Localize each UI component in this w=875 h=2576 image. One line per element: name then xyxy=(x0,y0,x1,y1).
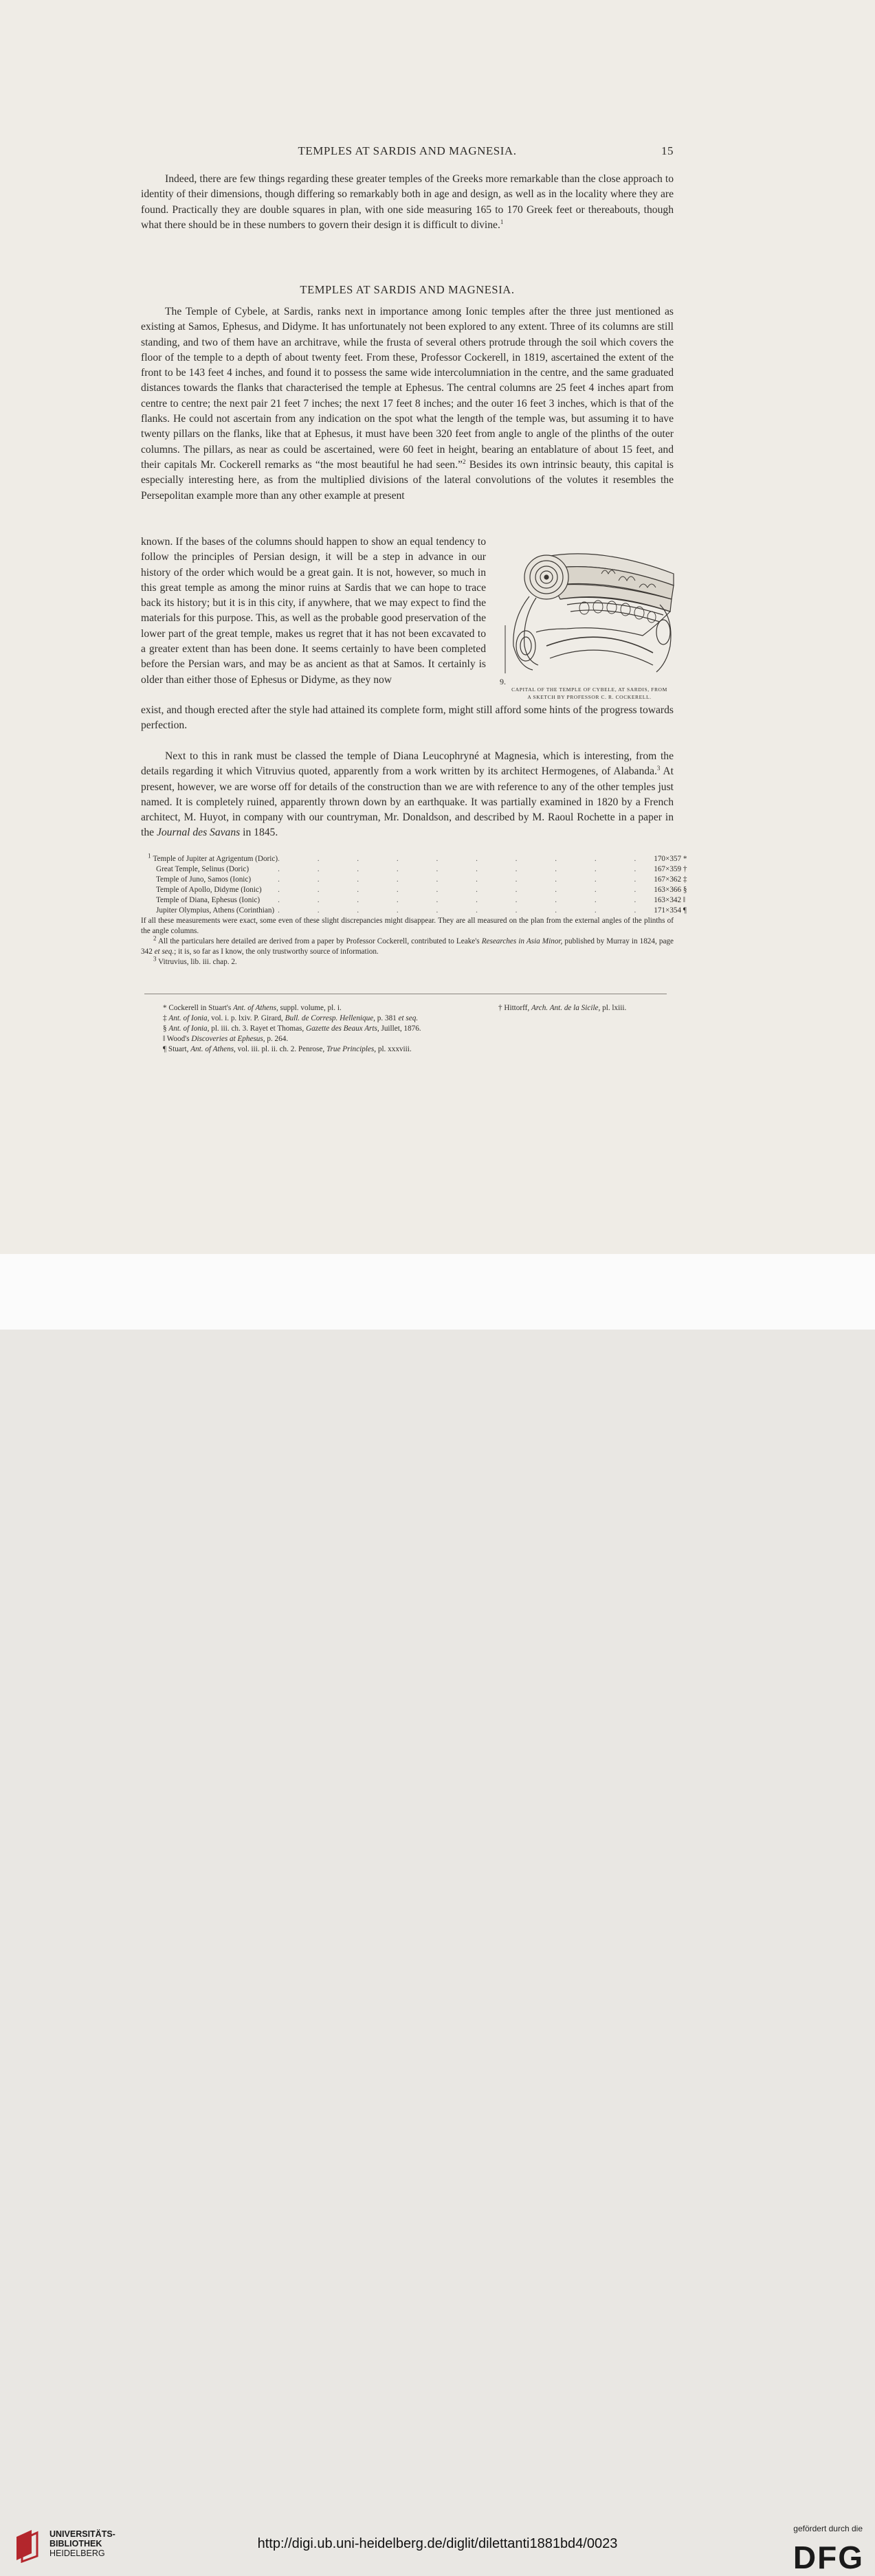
fn-sect-c: Juillet, 1876. xyxy=(379,1024,421,1033)
fn-pil-i: Ant. of Athens, xyxy=(190,1045,236,1053)
section-heading: TEMPLES AT SARDIS AND MAGNESIA. xyxy=(300,283,515,296)
funded-by-label: gefördert durch die xyxy=(793,2524,863,2533)
length-value: 354 ¶ xyxy=(669,906,687,915)
footnote-pilcrow xyxy=(163,1044,412,1055)
fn-par-b: p. 264. xyxy=(265,1035,289,1043)
leader-dots: . . . . . . . . . . xyxy=(278,865,654,873)
fn-star-i: Ant. of Athens, xyxy=(233,1004,278,1012)
fn-pil-c: pl. xxxviii. xyxy=(376,1045,412,1053)
fn-ddagger-i3: et seq. xyxy=(398,1014,419,1022)
fn-pil-i2: True Principles, xyxy=(326,1045,377,1053)
note-2-text-b: published by Murray in 1824, page 342 xyxy=(141,937,674,956)
fn-ddagger-b: vol. i. p. lxiv. P. Girard, xyxy=(209,1014,285,1022)
times-sign: × xyxy=(665,855,670,863)
fn-ddagger-i2: Bull. de Corresp. Hellenique, xyxy=(285,1014,375,1022)
measurements-remark: If all these measurements were exact, some even of these slight discrepancies might disappear. They are all measured on the plan from the external angles of the plinths of the angle columns. xyxy=(141,917,674,935)
diana-paragraph-block xyxy=(141,749,674,841)
temple-name xyxy=(148,854,278,864)
library-line-1: UNIVERSITÄTS- xyxy=(49,2529,115,2539)
note-3 xyxy=(141,957,674,967)
measurement-row xyxy=(148,875,687,885)
temple-name: Jupiter Olympius, Athens (Corinthian) xyxy=(156,906,275,915)
footnote-double-dagger xyxy=(163,1013,418,1024)
viewer-footer xyxy=(0,1254,875,2575)
fn-star-a: * Cockerell in Stuart's xyxy=(163,1004,234,1012)
measurement-row xyxy=(148,895,687,906)
capital-figure xyxy=(498,543,677,677)
cybele-paragraph-end: exist, and though erected after the style had attained its complete form, might still afford some hints of the progress towards perfection. xyxy=(141,704,674,732)
cybele-paragraph-part-b: Besides its own intrinsic beauty, this capital is especially interesting here, as from the multiplied divisions of the lateral convolutions of the volutes it resembles the Persepolitan example more than any other example at present xyxy=(141,458,674,502)
note-2-marker: 2 xyxy=(153,934,157,942)
leader-dots: . . . . . . . . . . xyxy=(278,886,654,894)
measurement-row xyxy=(148,854,687,864)
measurement-row xyxy=(148,864,687,875)
fn-ddagger-c: p. 381 xyxy=(375,1014,399,1022)
ionic-capital-illustration xyxy=(498,543,677,677)
length-value: 366 § xyxy=(669,886,687,894)
diana-paragraph-part-a: Next to this in rank must be classed the temple of Diana Leucophryné at Magnesia, which is interesting, from the details regarding it which Vitruvius quoted, apparently from a work written by its architect Hermogenes, of Alabanda. xyxy=(141,750,674,778)
book-page xyxy=(0,0,875,1254)
leader-dots: . . . . . . . . . . xyxy=(278,875,654,884)
width-value: 171 xyxy=(654,906,666,915)
times-sign: × xyxy=(665,906,670,915)
intro-paragraph: Indeed, there are few things regarding these greater temples of the Greeks more remarkable than the close approach to identity of their dimensions, though differing so remarkably both in age and design, as well as in the locality where they are found. Practically they are double squares in plan, with one side measuring 165 to 170 Greek feet or thereabouts, though what there should be in these numbers to govern their design it is difficult to divine. xyxy=(141,173,674,231)
fn-dagger-a: † Hittorff, xyxy=(498,1004,531,1012)
fn-sect-a: § xyxy=(163,1024,169,1033)
width-value: 170 xyxy=(654,855,666,863)
running-title: TEMPLES AT SARDIS AND MAGNESIA. xyxy=(298,144,517,157)
diana-paragraph-end: in 1845. xyxy=(240,827,278,839)
temple-name: Temple of Diana, Ephesus (Ionic) xyxy=(156,896,261,904)
leader-dots: . . . . . . . . . . xyxy=(278,855,654,863)
length-value: 357 * xyxy=(669,855,687,863)
note-2-italic-b: et seq. xyxy=(154,948,175,956)
note-2-text-a: All the particulars here detailed are derived from a paper by Professor Cockerell, contributed to Leake's xyxy=(157,937,482,945)
times-sign: × xyxy=(665,875,670,884)
figure-caption-line-1: CAPITAL OF THE TEMPLE OF CYBELE, AT SARDIS, FROM xyxy=(511,686,667,693)
figure-caption xyxy=(502,686,677,701)
width-value: 163 xyxy=(654,896,666,904)
fn-dagger-b: pl. lxiii. xyxy=(600,1004,627,1012)
temple-name-text: Temple of Jupiter at Agrigentum (Doric) xyxy=(153,855,278,863)
temple-name: Great Temple, Selinus (Doric) xyxy=(156,865,250,873)
cybele-paragraph-wrapped xyxy=(141,535,486,688)
fn-sect-i2: Gazette des Beaux Arts, xyxy=(306,1024,379,1033)
note-2-italic-a: Researches in Asia Minor, xyxy=(481,937,563,945)
width-value: 167 xyxy=(654,875,666,884)
intro-paragraph-block xyxy=(141,172,674,233)
figure-number: 9. xyxy=(500,677,506,686)
note-ref-1: 1 xyxy=(500,218,504,225)
diana-paragraph-part-b: At present, however, we are worse off for details of the construction than we are with reference to any of the other temples just named. It is completely ruined, apparently thrown down by an earthquake. It was partially examined in 1820 by a French architect, M. Huyot, in company with our countryman, Mr. Donaldson, and described by M. Raoul Rochette in a paper in the xyxy=(141,765,674,839)
fn-sect-b: pl. iii. ch. 3. Rayet et Thomas, xyxy=(209,1024,306,1033)
length-value: 342 ‖ xyxy=(669,896,686,904)
footnote-section xyxy=(163,1024,421,1034)
note-ref-2: 2 xyxy=(462,458,466,465)
fn-ddagger-a: ‡ xyxy=(163,1014,169,1022)
cybele-paragraph-part-a: The Temple of Cybele, at Sardis, ranks next in importance among Ionic temples after the three just mentioned as existing at Samos, Ephesus, and Didyme. It has unfortunately not been explored to any extent. Three of its columns are still standing, and two of them have an architrave, while the frusta of several others protrude through the soil which covers the floor of the temple to a depth of about twenty feet. From these, Professor Cockerell, in 1819, ascertained the extent of the front to be 143 feet 4 inches, and found it to possess the same wide intercolumniation in the centre, and the same graduated distances towards the flanks that characterised the temple at Ephesus. The central columns are 25 feet 4 inches apart from centre to centre; the next pair 21 feet 7 inches; the next 17 feet 8 inches; and the outer 16 feet 3 inches, which is that of the flanks. He could not ascertain from any indication on the spot what the length of the temple was, but assuming it to have twenty pillars on the flanks, like that at Ephesus, it must have been 320 feet from angle to angle of the plinths of the outer columns. The pillars, as near as could be ascertained, were 60 feet in height, bearing an entablature of about 15 feet, and their capitals Mr. Cockerell remarks as “the most beautiful he had seen.” xyxy=(141,306,674,471)
page-number: 15 xyxy=(661,144,674,157)
length-value: 362 ‡ xyxy=(669,875,687,884)
leader-dots: . . . . . . . . . . xyxy=(278,896,654,904)
fn-star-b: suppl. volume, pl. i. xyxy=(278,1004,342,1012)
width-value: 163 xyxy=(654,886,666,894)
fn-pil-a: ¶ Stuart, xyxy=(163,1045,191,1053)
notes-section xyxy=(141,852,687,967)
cybele-paragraph-end-block xyxy=(141,703,674,734)
library-line-2: BIBLIOTHEK xyxy=(49,2539,102,2549)
footnote-dagger xyxy=(498,1003,626,1013)
journal-title: Journal des Savans xyxy=(156,827,241,839)
note-1-marker: 1 xyxy=(148,852,151,860)
note-3-marker: 3 xyxy=(153,955,157,963)
temple-name: Temple of Juno, Samos (Ionic) xyxy=(156,875,252,884)
fn-ddagger-i: Ant. of Ionia, xyxy=(168,1014,210,1022)
fn-dagger-i: Arch. Ant. de la Sicile, xyxy=(531,1004,601,1012)
cybele-paragraph-block xyxy=(141,304,674,504)
times-sign: × xyxy=(665,865,670,873)
measurements-table xyxy=(148,854,687,916)
footnote-star xyxy=(163,1003,342,1013)
figure-caption-line-2: A SKETCH BY PROFESSOR C. R. COCKERELL. xyxy=(527,694,652,700)
note-2 xyxy=(141,934,674,957)
fn-par-a: ‖ Wood's xyxy=(163,1035,192,1043)
dfg-logo[interactable]: DFG xyxy=(793,2540,864,2575)
footnote-parallel xyxy=(163,1034,288,1044)
fn-pil-b: vol. iii. pl. ii. ch. 2. Penrose, xyxy=(235,1045,326,1053)
note-2-text-c: ; it is, so far as I know, the only trustworthy source of information. xyxy=(174,948,379,956)
library-line-3: HEIDELBERG xyxy=(49,2549,105,2558)
fn-sect-i: Ant. of Ionia, xyxy=(168,1024,210,1033)
measurement-row xyxy=(148,906,687,916)
temple-name: Temple of Apollo, Didyme (Ionic) xyxy=(156,886,262,894)
leader-dots: . . . . . . . . . . xyxy=(278,906,654,915)
note-3-text: Vitruvius, lib. iii. chap. 2. xyxy=(158,958,237,966)
cybele-wrapped-text: known. If the bases of the columns should happen to show an equal tendency to follow the principles of Persian design, it will be a step in advance in our history of the order which would be a great gain. It is not, however, so much in this great temple as among the minor ruins at Sardis that we can hope to trace back its history; but it is in this city, if anywhere, that we may expect to find the materials for this purpose. This, as well as the probable good preservation of the lower part of the great temple, makes us regret that it has not been excavated to a greater extent than has been done. It seems certainly to have been completed before the Persian wars, and may be as ancient as that at Samos. It certainly is older than either those of Ephesus or Didyme, as they now xyxy=(141,536,486,686)
times-sign: × xyxy=(665,896,670,904)
permalink-url[interactable]: http://digi.ub.uni-heidelberg.de/diglit/dilettanti1881bd4/0023 xyxy=(257,2536,618,2551)
fn-par-i: Discoveries at Ephesus, xyxy=(191,1035,265,1043)
length-value: 359 † xyxy=(669,865,687,873)
note-ref-3: 3 xyxy=(656,765,661,772)
measurement-row xyxy=(148,885,687,895)
width-value: 167 xyxy=(654,865,666,873)
times-sign: × xyxy=(665,886,670,894)
